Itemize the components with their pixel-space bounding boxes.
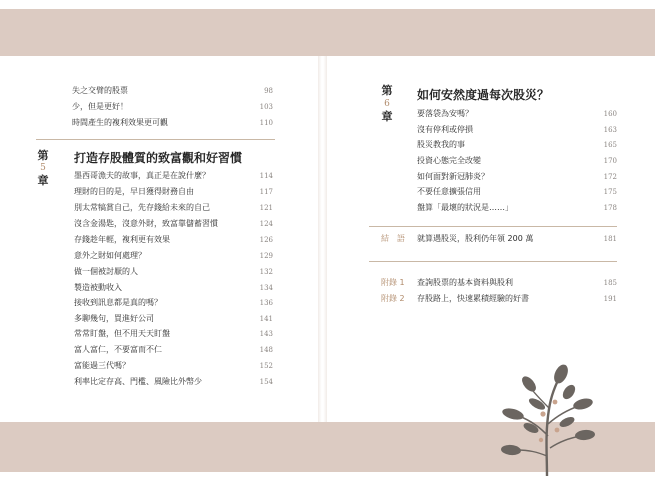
toc-entry-title: 不要任意擴張信用 [417,187,481,196]
toc-entry-page: 148 [259,346,273,354]
chapter6-label-top: 第 [381,84,393,97]
toc-entry-title: 富人富仁，不要富而不仁 [74,345,162,354]
appendix-label: 附錄 1 [381,278,405,287]
toc-entry-page: 129 [259,252,273,260]
toc-entry-title: 如何面對新冠肺炎？ [417,172,489,181]
appendix-page: 185 [603,279,617,287]
chapter5-label-bottom: 章 [37,174,49,187]
top-decorative-band [0,9,655,56]
chapter6-label-bottom: 章 [381,110,393,123]
toc-entry-title: 多聊幾句，買進好公司 [74,314,154,323]
toc-entry-page: 141 [259,315,273,323]
section-divider [369,261,617,262]
chapter6-number: 6 [384,99,390,109]
toc-entry-title: 少，但是更好！ [72,102,128,111]
chapter5-label-top: 第 [37,149,49,162]
toc-entry-title: 理財的目的是，早日獲得財務自由 [74,187,194,196]
toc-entry-title: 利率比定存高、門檻、風險比外幣少 [74,377,202,386]
toc-entry-title: 製造被動收入 [74,283,122,292]
toc-entry-title: 要落袋為安嗎？ [417,109,473,118]
toc-entry-title: 墨西哥漁夫的故事，真正是在說什麼？ [74,171,210,180]
toc-entry-title: 別太常犒賞自己，先存錢給未來的自己 [74,203,210,212]
appendix-title: 查詢股票的基本資料與股利 [417,278,513,287]
toc-entry-page: 114 [259,172,273,180]
section-divider [369,226,617,227]
toc-entry-page: 143 [259,330,273,338]
toc-entry-page: 126 [259,236,273,244]
toc-entry-title: 富能過三代嗎？ [74,361,130,370]
toc-entry-title: 股災教我的事 [417,140,465,149]
chapter-divider [36,139,275,140]
toc-entry-page: 134 [259,284,273,292]
toc-entry-page: 170 [603,157,617,165]
chapter5-title: 打造存股體質的致富觀和好習慣 [74,151,243,165]
plant-illustration [495,364,595,476]
toc-entry-page: 165 [603,141,617,149]
toc-entry-title: 做一個被討厭的人 [74,267,138,276]
toc-entry-title: 盤算「最壞的狀況是……」 [417,203,513,212]
conclusion-label: 結 語 [381,234,405,243]
toc-entry-title: 意外之財如何處理？ [74,251,146,260]
toc-entry-title: 沒含金湯匙，沒意外財，致富靠儲蓄習慣 [74,219,218,228]
toc-entry-page: 103 [259,103,273,111]
toc-entry-title: 沒有停利或停損 [417,125,473,134]
toc-entry-title: 投資心態完全改變 [417,156,481,165]
conclusion-title: 就算遇股災，股利仍年領 200 萬 [417,234,534,243]
toc-entry-page: 152 [259,362,273,370]
toc-entry-page: 98 [264,87,273,95]
chapter5-number: 5 [40,163,46,173]
toc-entry-page: 160 [603,110,617,118]
chapter6-title: 如何安然度過每次股災？ [417,88,550,102]
toc-entry-page: 178 [603,204,617,212]
toc-entry-page: 172 [603,173,617,181]
book-gutter [318,56,327,422]
toc-entry-title: 存錢趁年輕，複利更有效果 [74,235,170,244]
appendix-page: 191 [603,295,617,303]
toc-entry-page: 110 [259,119,273,127]
toc-entry-page: 154 [259,378,273,386]
toc-entry-title: 時間產生的複利效果更可觀 [72,118,168,127]
toc-entry-page: 121 [259,204,273,212]
conclusion-page: 181 [603,235,617,243]
toc-entry-title: 接收到訊息都是真的嗎？ [74,298,162,307]
toc-entry-page: 175 [603,188,617,196]
toc-entry-page: 124 [259,220,273,228]
toc-entry-title: 常常盯盤，但不用天天盯盤 [74,329,170,338]
toc-entry-page: 117 [259,188,273,196]
toc-entry-title: 失之交臂的股票 [72,86,128,95]
appendix-label: 附錄 2 [381,294,405,303]
toc-entry-page: 163 [603,126,617,134]
toc-entry-page: 132 [259,268,273,276]
appendix-title: 存股路上，快速累積經驗的好書 [417,294,529,303]
toc-entry-page: 136 [259,299,273,307]
